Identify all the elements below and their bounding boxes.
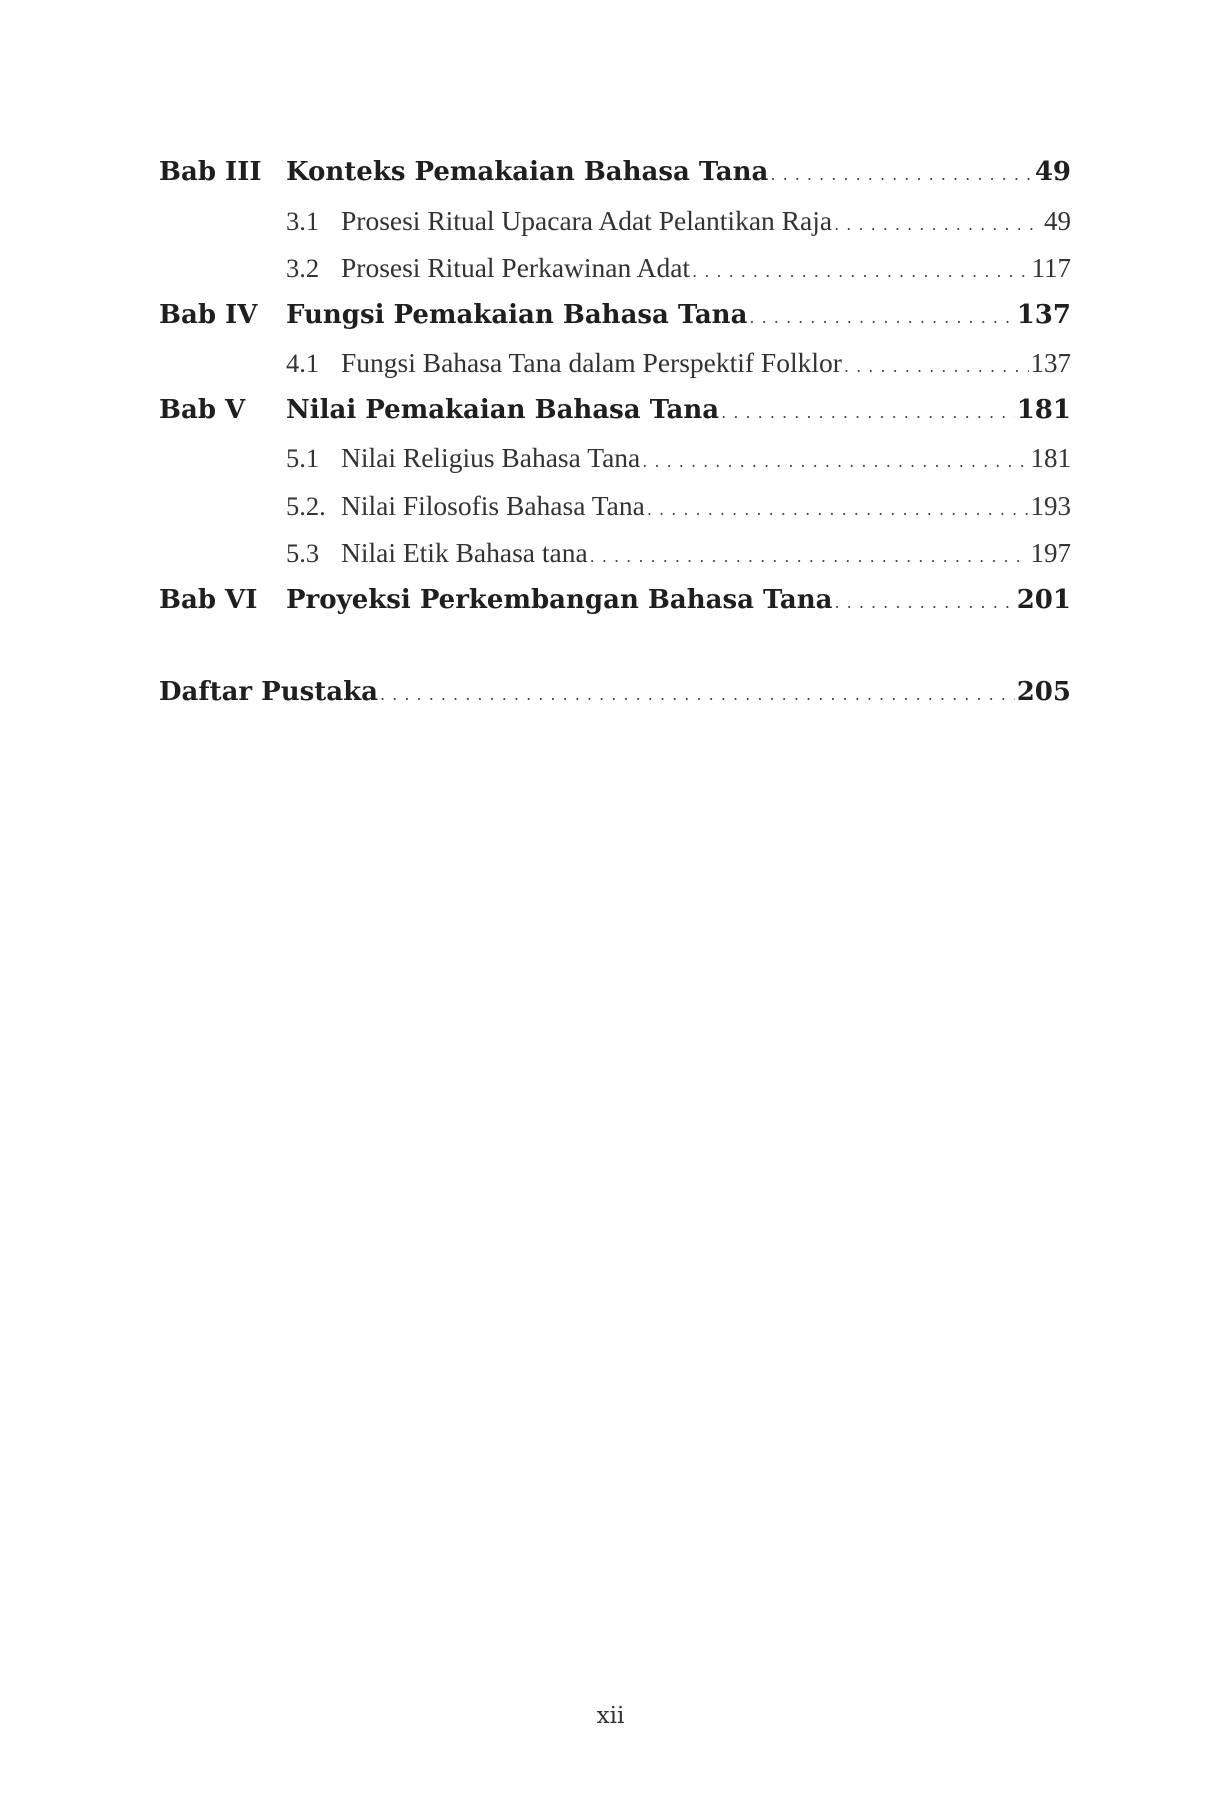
toc-chapter-bab-iv	[159, 300, 1071, 348]
toc-section-5-1	[159, 442, 1071, 490]
page-number: 205	[1016, 677, 1071, 707]
section-title: Fungsi Bahasa Tana dalam Perspektif Folklor	[341, 347, 842, 378]
chapter-label: Bab VI	[159, 584, 258, 615]
page-number: 197	[1030, 538, 1071, 568]
page-number: 193	[1030, 490, 1071, 521]
section-number: 3.2	[286, 253, 320, 283]
dot-leader	[692, 262, 1029, 281]
page-number: 117	[1031, 253, 1071, 283]
page-number: 49	[1044, 205, 1071, 236]
chapter-label: Bab V	[159, 394, 246, 425]
section-number: 5.3	[286, 538, 320, 568]
toc-section-5-3	[159, 537, 1071, 585]
section-title: Prosesi Ritual Upacara Adat Pelantikan Raja	[341, 204, 833, 236]
toc-chapter-bab-vi	[159, 585, 1071, 633]
section-title: Nilai Etik Bahasa tana	[341, 537, 588, 568]
section-title: Prosesi Ritual Perkawinan Adat	[341, 252, 691, 283]
toc-section-4-1	[159, 347, 1071, 395]
toc-chapter-bab-v	[159, 395, 1071, 443]
table-of-contents	[159, 157, 1071, 725]
dot-leader	[647, 500, 1029, 519]
page-number: 137	[1030, 348, 1071, 378]
chapter-label: Bab III	[159, 157, 262, 187]
dot-leader	[844, 357, 1029, 376]
page-number: 137	[1016, 299, 1071, 330]
chapter-label: Bab IV	[159, 299, 258, 330]
section-number: 4.1	[286, 348, 320, 378]
chapter-title: Proyeksi Perkembangan Bahasa Tana	[286, 584, 833, 615]
dot-leader	[834, 215, 1042, 234]
dot-leader	[770, 165, 1032, 184]
dot-leader	[380, 685, 1015, 704]
page-number: 181	[1016, 394, 1071, 425]
bibliography-title: Daftar Pustaka	[159, 677, 378, 707]
chapter-title: Nilai Pemakaian Bahasa Tana	[286, 394, 720, 425]
section-number: 5.1	[286, 443, 320, 473]
dot-leader	[721, 403, 1015, 422]
page-number: 181	[1030, 443, 1071, 473]
section-title: Nilai Filosofis Bahasa Tana	[341, 489, 645, 521]
page-number: 49	[1034, 157, 1071, 187]
chapter-title: Konteks Pemakaian Bahasa Tana	[286, 157, 769, 187]
toc-section-3-2	[159, 252, 1071, 300]
section-number: 5.2.	[286, 490, 326, 521]
page-footer-number: xii	[596, 1703, 625, 1729]
dot-leader	[590, 547, 1029, 566]
toc-chapter-bab-iii	[159, 157, 1071, 205]
page-number: 201	[1016, 584, 1071, 615]
toc-section-3-1	[159, 205, 1071, 253]
dot-leader	[834, 593, 1014, 612]
toc-section-5-2	[159, 490, 1071, 538]
chapter-title: Fungsi Pemakaian Bahasa Tana	[286, 299, 748, 330]
dot-leader	[642, 452, 1028, 471]
toc-bibliography	[159, 677, 1071, 725]
section-number: 3.1	[286, 205, 320, 236]
section-title: Nilai Religius Bahasa Tana	[341, 442, 641, 473]
dot-leader	[749, 308, 1014, 327]
